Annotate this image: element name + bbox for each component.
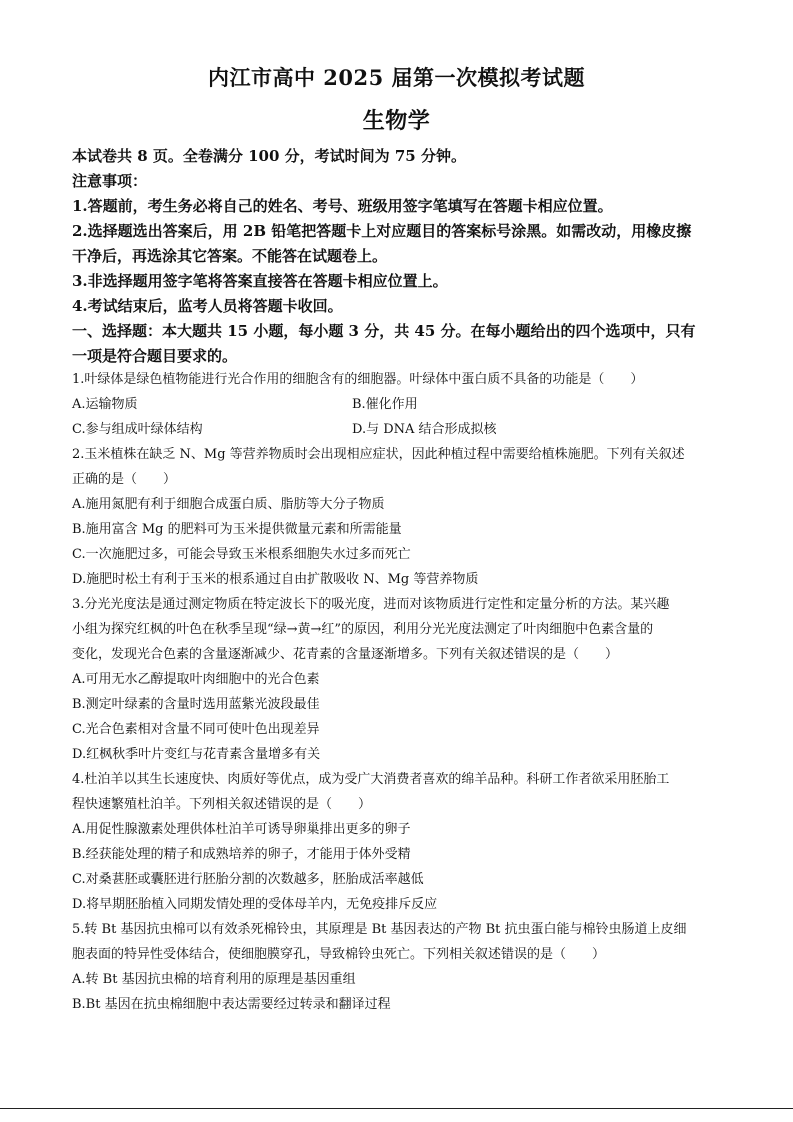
subject-title: 生物学 bbox=[362, 108, 431, 134]
exam-title: 内江市高中 2025 届第一次模拟考试题 bbox=[207, 65, 586, 90]
question-4-option-c: C.对桑葚胚或囊胚进行胚胎分割的次数越多，胚胎成活率越低 bbox=[72, 872, 424, 887]
section-heading-cont: 一项是符合题目要求的。 bbox=[72, 347, 238, 365]
question-4-stem-cont: 程快速繁殖杜泊羊。下列相关叙述错误的是（ ） bbox=[72, 797, 372, 812]
question-4-option-a: A.用促性腺激素处理供体杜泊羊可诱导卵巢排出更多的卵子 bbox=[72, 822, 411, 837]
question-2-option-d: D.施肥时松土有利于玉米的根系通过自由扩散吸收 N、Mg 等营养物质 bbox=[72, 572, 479, 587]
notice-heading: 注意事项： bbox=[72, 172, 148, 190]
section-heading: 一、选择题：本大题共 15 小题，每小题 3 分，共 45 分。在每小题给出的四个选项中，只有 bbox=[72, 322, 696, 340]
question-4-option-d: D.将早期胚胎植入同期发情处理的受体母羊内，无免疫排斥反应 bbox=[72, 897, 438, 912]
question-3-stem-cont-2: 变化，发现光合色素的含量逐渐减少、花青素的含量逐渐增多。下列有关叙述错误的是（ ） bbox=[72, 647, 619, 662]
notice-item-3: 3.非选择题用签字笔将答案直接答在答题卡相应位置上。 bbox=[72, 272, 448, 290]
question-1-option-c: C.参与组成叶绿体结构 bbox=[72, 422, 203, 437]
exam-intro: 本试卷共 8 页。全卷满分 100 分，考试时间为 75 分钟。 bbox=[72, 147, 466, 165]
question-3-option-a: A.可用无水乙醇提取叶肉细胞中的光合色素 bbox=[72, 672, 320, 687]
question-4-option-b: B.经获能处理的精子和成熟培养的卵子，才能用于体外受精 bbox=[72, 847, 411, 862]
question-2-option-c: C.一次施肥过多，可能会导致玉米根系细胞失水过多而死亡 bbox=[72, 547, 411, 562]
question-5-option-b: B.Bt 基因在抗虫棉细胞中表达需要经过转录和翻译过程 bbox=[72, 997, 391, 1012]
question-3-option-c: C.光合色素相对含量不同可使叶色出现差异 bbox=[72, 722, 320, 737]
question-5-option-a: A.转 Bt 基因抗虫棉的培育利用的原理是基因重组 bbox=[72, 972, 356, 987]
question-3-option-b: B.测定叶绿素的含量时选用蓝紫光波段最佳 bbox=[72, 697, 320, 712]
question-5-stem-cont: 胞表面的特异性受体结合，使细胞膜穿孔，导致棉铃虫死亡。下列相关叙述错误的是（ ） bbox=[72, 947, 606, 962]
question-2-option-a: A.施用氮肥有利于细胞合成蛋白质、脂肪等大分子物质 bbox=[72, 497, 385, 512]
question-3-option-d: D.红枫秋季叶片变红与花青素含量增多有关 bbox=[72, 747, 321, 762]
question-2-stem: 2.玉米植株在缺乏 N、Mg 等营养物质时会出现相应症状，因此种植过程中需要给植株施肥。下列有关叙述 bbox=[72, 447, 685, 462]
notice-item-2: 2.选择题选出答案后，用 2B 铅笔把答题卡上对应题目的答案标号涂黑。如需改动，用橡皮擦 bbox=[72, 222, 692, 240]
question-2-stem-cont: 正确的是（ ） bbox=[72, 472, 177, 487]
question-1-stem: 1.叶绿体是绿色植物能进行光合作用的细胞含有的细胞器。叶绿体中蛋白质不具备的功能是（ ） bbox=[72, 372, 644, 387]
question-4-stem: 4.杜泊羊以其生长速度快、肉质好等优点，成为受广大消费者喜欢的绵羊品种。科研工作者欲采用胚胎工 bbox=[72, 772, 670, 787]
footer-divider bbox=[0, 1108, 793, 1109]
question-5-stem: 5.转 Bt 基因抗虫棉可以有效杀死棉铃虫，其原理是 Bt 基因表达的产物 Bt 抗虫蛋白能与棉铃虫肠道上皮细 bbox=[72, 922, 687, 937]
notice-item-4: 4.考试结束后，监考人员将答题卡收回。 bbox=[72, 297, 343, 315]
notice-item-1: 1.答题前，考生务必将自己的姓名、考号、班级用签字笔填写在答题卡相应位置。 bbox=[72, 197, 613, 215]
question-1-option-b: B.催化作用 bbox=[352, 397, 418, 412]
question-2-option-b: B.施用富含 Mg 的肥料可为玉米提供微量元素和所需能量 bbox=[72, 522, 402, 537]
notice-item-2-cont: 干净后，再选涂其它答案。不能答在试题卷上。 bbox=[72, 247, 388, 265]
question-1-option-d: D.与 DNA 结合形成拟核 bbox=[352, 422, 497, 437]
question-3-stem-cont-1: 小组为探究红枫的叶色在秋季呈现“绿→黄→红”的原因，利用分光光度法测定了叶肉细胞中色素含量的 bbox=[72, 622, 654, 637]
question-1-option-a: A.运输物质 bbox=[72, 397, 138, 412]
question-3-stem: 3.分光光度法是通过测定物质在特定波长下的吸光度，进而对该物质进行定性和定量分析的方法。某兴趣 bbox=[72, 597, 670, 612]
